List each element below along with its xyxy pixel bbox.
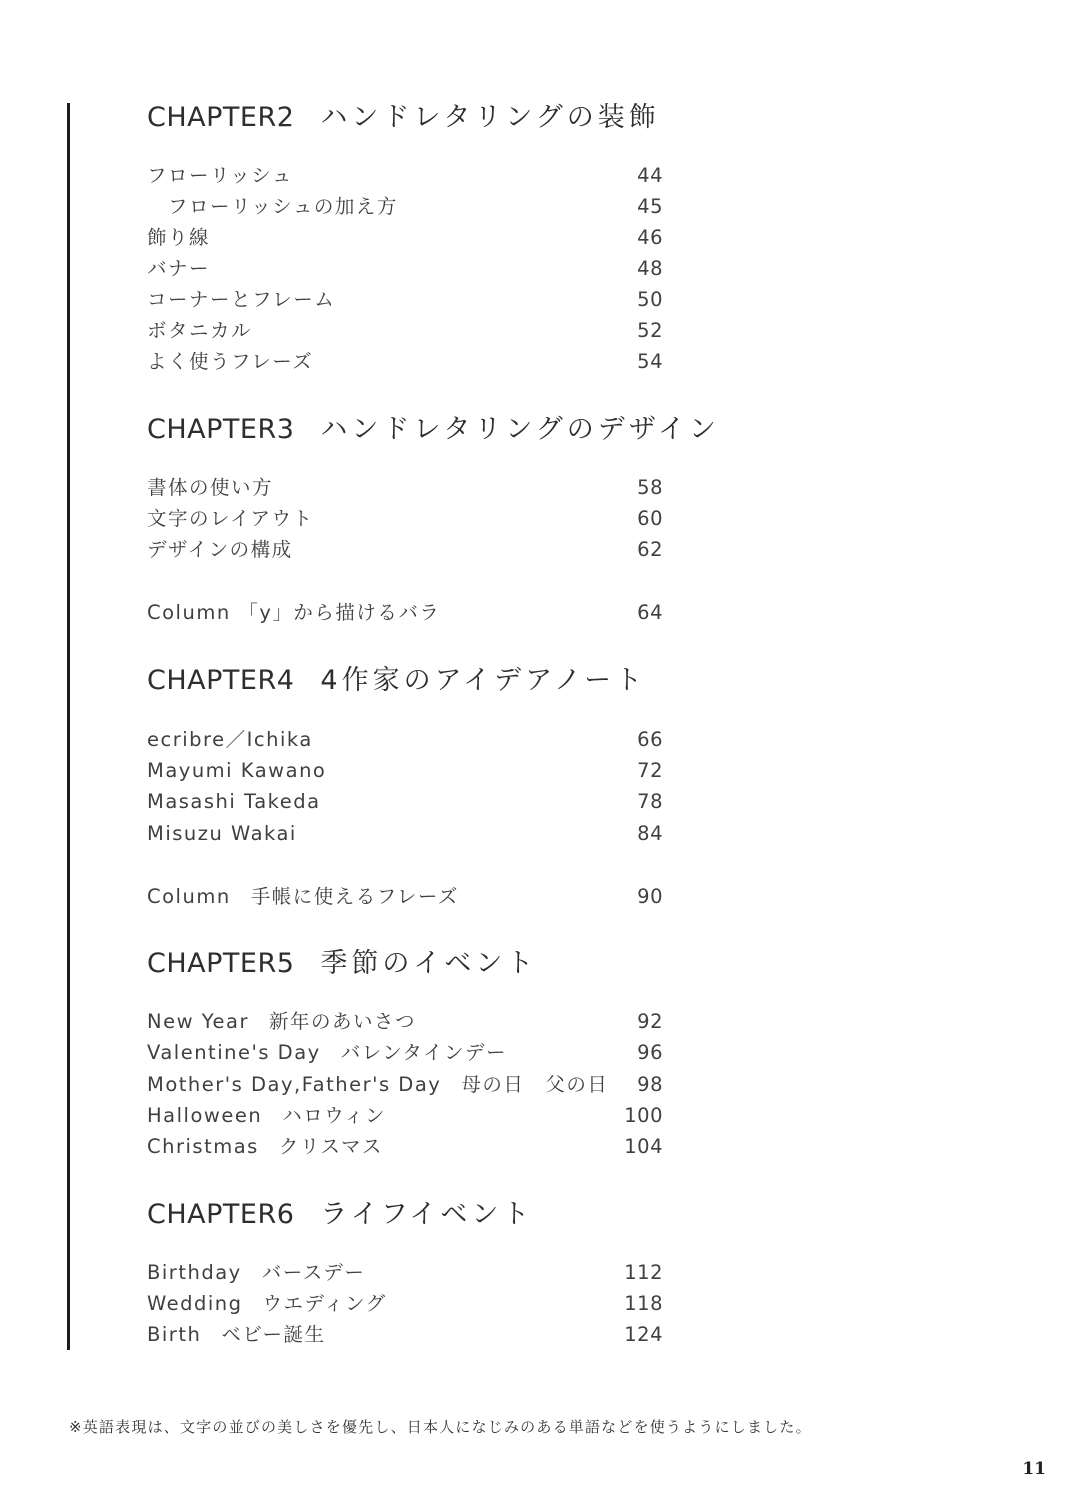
chapter-title: ライフイベント [320, 1199, 534, 1230]
toc-page-number: 104 [624, 1135, 663, 1158]
chapter-label: CHAPTER6 [147, 1199, 295, 1230]
entry-subtitle: ウエディング [262, 1292, 387, 1315]
chapter-label: CHAPTER5 [147, 948, 295, 979]
chapter-title: 4作家のアイデアノート [320, 665, 647, 696]
toc-page-number: 90 [637, 885, 663, 908]
entry-subtitle: ベビー誕生 [221, 1323, 326, 1346]
toc-page-number: 100 [624, 1104, 663, 1127]
entry-title: Birth [147, 1323, 202, 1346]
toc-entry[interactable]: Masashi Takeda [147, 790, 321, 813]
chapter-label: CHAPTER2 [147, 102, 295, 133]
toc-page-number: 52 [637, 319, 663, 342]
entry-subtitle: 新年のあいさつ [269, 1010, 417, 1033]
entry-subtitle: 母の日 父の日 [461, 1073, 609, 1096]
toc-entry[interactable]: 書体の使い方 [147, 476, 274, 499]
chapter-heading-6 [147, 1199, 533, 1231]
toc-entry[interactable]: デザインの構成 [147, 538, 293, 561]
toc-page-number: 46 [637, 226, 663, 249]
entry-title: Valentine's Day [147, 1041, 321, 1064]
toc-column-entry[interactable] [147, 885, 459, 909]
chapter-title: 季節のイベント [320, 948, 538, 979]
toc-entry[interactable]: コーナーとフレーム [147, 288, 336, 311]
left-margin-rule [67, 103, 70, 1350]
entry-title: New Year [147, 1010, 250, 1033]
entry-title: Column [147, 885, 231, 908]
entry-title: Halloween [147, 1104, 263, 1127]
toc-page-number: 48 [637, 257, 663, 280]
toc-entry[interactable] [147, 1261, 365, 1285]
entry-subtitle: ハロウィン [282, 1104, 387, 1127]
chapter-heading-4 [147, 665, 646, 697]
entry-title: Birthday [147, 1261, 242, 1284]
toc-entry[interactable]: Mayumi Kawano [147, 759, 327, 782]
entry-title: Wedding [147, 1292, 243, 1315]
entry-subtitle: バースデー [261, 1261, 366, 1284]
toc-entry[interactable] [147, 1041, 507, 1065]
toc-entry[interactable]: 文字のレイアウト [147, 507, 314, 530]
toc-page-number: 54 [637, 350, 663, 373]
toc-page-number: 45 [637, 195, 663, 218]
toc-page-number: 72 [637, 759, 663, 782]
toc-entry[interactable] [147, 1104, 386, 1128]
chapter-label: CHAPTER3 [147, 414, 295, 445]
chapter-heading-5 [147, 948, 537, 980]
entry-subtitle: 手帳に使えるフレーズ [250, 885, 459, 908]
toc-page-number: 92 [637, 1010, 663, 1033]
toc-entry[interactable]: バナー [147, 257, 211, 280]
toc-entry[interactable]: Misuzu Wakai [147, 822, 297, 845]
entry-title: Christmas [147, 1135, 259, 1158]
toc-page-number: 62 [637, 538, 663, 561]
entry-title: Mother's Day,Father's Day [147, 1073, 442, 1096]
toc-page-number: 98 [637, 1073, 663, 1096]
toc-page-number: 118 [624, 1292, 663, 1315]
toc-column-entry[interactable]: Column 「y」から描けるバラ [147, 601, 441, 624]
toc-page-number: 66 [637, 728, 663, 751]
toc-page-number: 44 [637, 164, 663, 187]
toc-page-number: 64 [637, 601, 663, 624]
toc-page-number: 84 [637, 822, 663, 845]
toc-page-number: 60 [637, 507, 663, 530]
entry-subtitle: バレンタインデー [340, 1041, 508, 1064]
chapter-heading-2 [147, 102, 660, 134]
toc-page-number: 78 [637, 790, 663, 813]
toc-entry[interactable]: フローリッシュの加え方 [168, 195, 398, 218]
toc-page-number: 50 [637, 288, 663, 311]
toc-page-number: 96 [637, 1041, 663, 1064]
toc-entry[interactable] [147, 1010, 416, 1034]
toc-entry[interactable]: 飾り線 [147, 226, 211, 249]
toc-entry[interactable] [147, 1292, 387, 1316]
chapter-label: CHAPTER4 [147, 665, 295, 696]
chapter-heading-3 [147, 414, 720, 446]
footnote: ※英語表現は、文字の並びの美しさを優先し、日本人になじみのある単語などを使うようにしました。 [69, 1418, 812, 1436]
toc-entry[interactable] [147, 1073, 608, 1097]
toc-page-number: 58 [637, 476, 663, 499]
toc-page-number: 112 [624, 1261, 663, 1284]
toc-entry[interactable] [147, 1323, 326, 1347]
toc-entry[interactable] [147, 1135, 383, 1159]
page-number: 11 [1022, 1459, 1046, 1479]
toc-entry[interactable]: ecribre／Ichika [147, 728, 313, 751]
chapter-title: ハンドレタリングの装飾 [320, 102, 660, 133]
toc-page-number: 124 [624, 1323, 663, 1346]
entry-subtitle: クリスマス [278, 1135, 384, 1158]
toc-entry[interactable]: よく使うフレーズ [147, 350, 314, 373]
toc-entry[interactable]: ボタニカル [147, 319, 253, 342]
chapter-title: ハンドレタリングのデザイン [320, 414, 720, 445]
toc-entry[interactable]: フローリッシュ [147, 164, 293, 187]
